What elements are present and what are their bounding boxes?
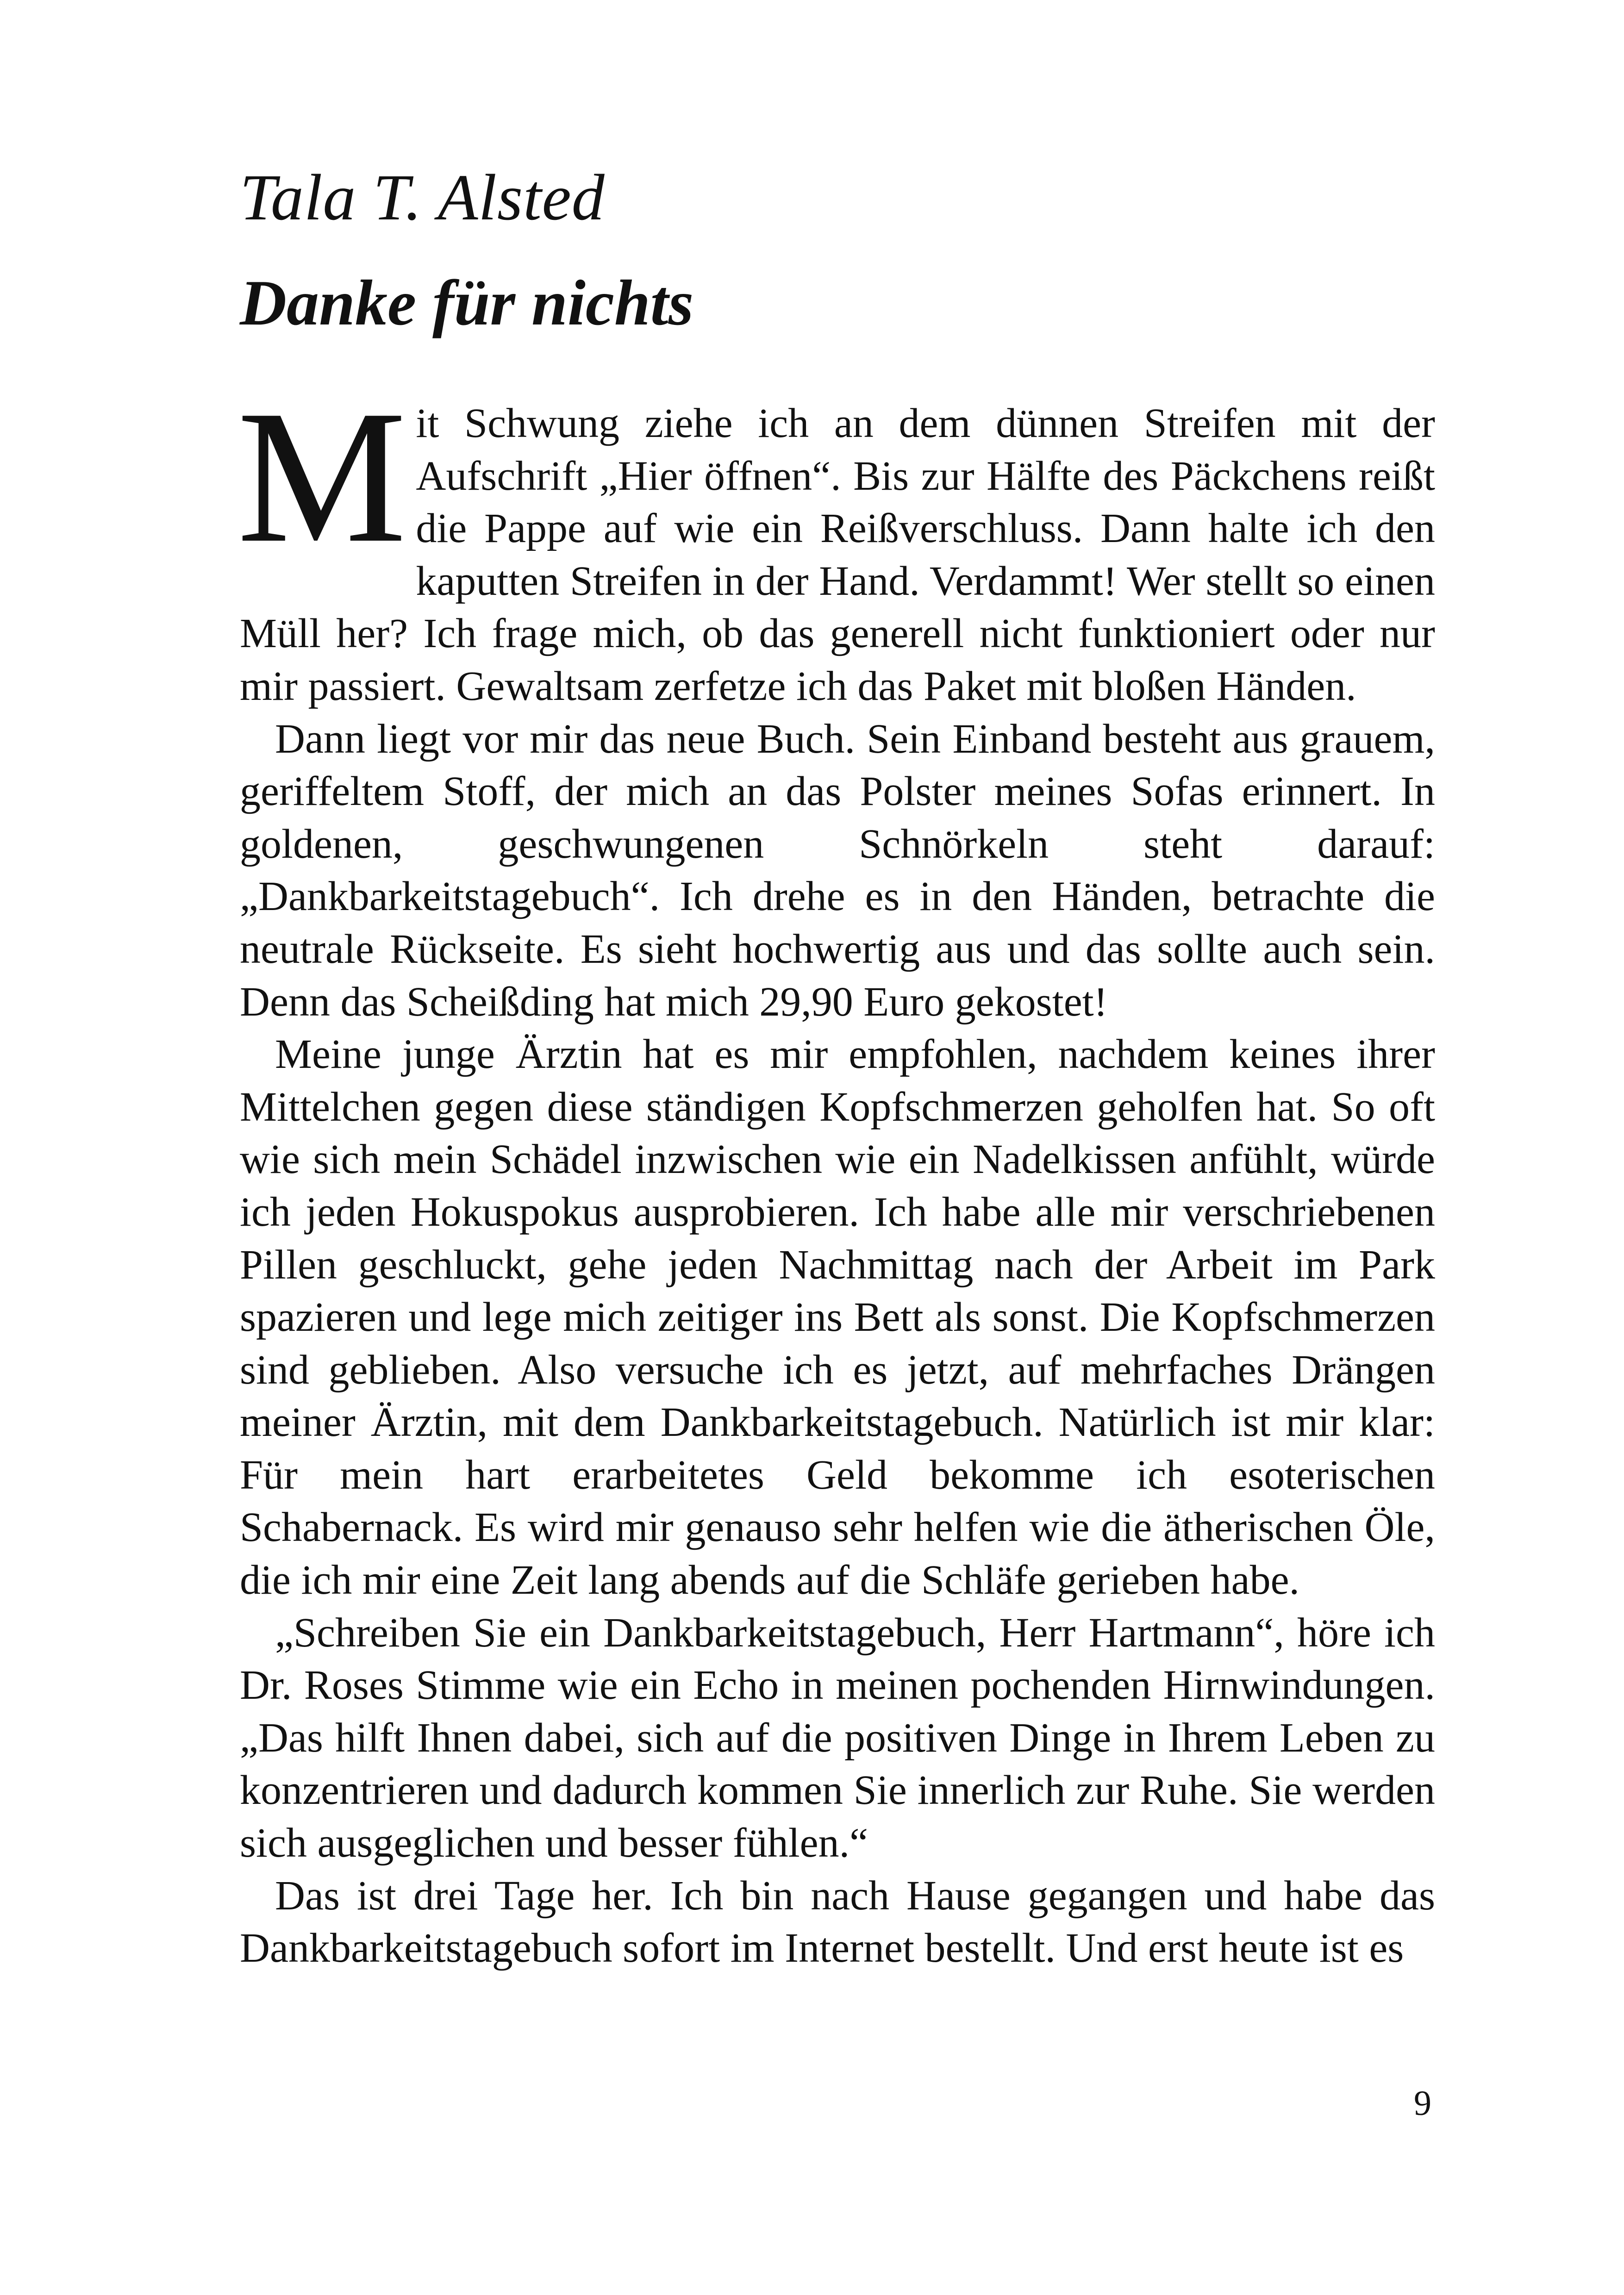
drop-cap: M (237, 371, 407, 582)
author-name: Tala T. Alsted (240, 161, 605, 234)
page-number: 9 (1414, 2084, 1431, 2123)
body-text (237, 371, 1435, 1975)
paragraph-4: „Schreiben Sie ein Dankbarkeitstagebuch, Herr Hartmann“, höre ich Dr. Roses Stimme wie ein Echo in meinen pochenden Hirnwindungen. „Das hilft Ihnen dabei, sich auf die positiven Dinge in Ihrem Leben zu konzentrieren und dadurch kommen Sie innerlich zur Ruhe. Sie werden sich ausgeglichen und besser fühlen.“ (240, 1609, 1435, 1866)
paragraph-1 (237, 371, 1435, 713)
paragraph-3: Meine junge Ärztin hat es mir empfohlen, nachdem keines ihrer Mittelchen gegen diese ständigen Kopfschmerzen geholfen hat. So oft wie sich mein Schädel inzwischen wie ein Nadelkissen anfühlt, würde ich jeden Hokuspokus ausprobieren. Ich habe alle mir verschriebenen Pillen geschluckt, gehe jeden Nachmittag nach der Arbeit im Park spazieren und lege mich zeitiger ins Bett als sonst. Die Kopfschmerzen sind geblieben. Also versuche ich es jetzt, auf mehrfaches Drängen meiner Ärztin, mit dem Dankbarkeitstagebuch. Natürlich ist mir klar: Für mein hart erarbeitetes Geld bekomme ich esoterischen Schabernack. Es wird mir genauso sehr helfen wie die ätherischen Öle, die ich mir eine Zeit lang abends auf die Schläfe gerieben habe. (240, 1031, 1435, 1603)
paragraph-2: Dann liegt vor mir das neue Buch. Sein Einband besteht aus grauem, geriffeltem Stoff, der mich an das Polster meines Sofas erinnert. In goldenen, geschwungenen Schnörkeln steht darauf: „Dankbarkeitstagebuch“. Ich drehe es in den Händen, betrachte die neutrale Rückseite. Es sieht hochwertig aus und das sollte auch sein. Denn das Scheißding hat mich 29,90 Euro gekostet! (240, 716, 1435, 1025)
chapter-title: Danke für nichts (240, 267, 694, 339)
paragraph-1-text: it Schwung ziehe ich an dem dünnen Streifen mit der Aufschrift „Hier öffnen“. Bis zur Hälfte des Päckchens reißt die Pappe auf wie ein Reißverschluss. Dann halte ich den kaputten Streifen in der Hand. Verdammt! Wer stellt so einen Müll her? Ich frage mich, ob das generell nicht funktioniert oder nur mir passiert. Gewaltsam zerfetze ich das Paket mit bloßen Händen. (240, 400, 1435, 709)
paragraph-5: Das ist drei Tage her. Ich bin nach Hause gegangen und habe das Dankbarkeitstagebuch sofort im Internet bestellt. Und erst heute ist es (240, 1872, 1435, 1971)
